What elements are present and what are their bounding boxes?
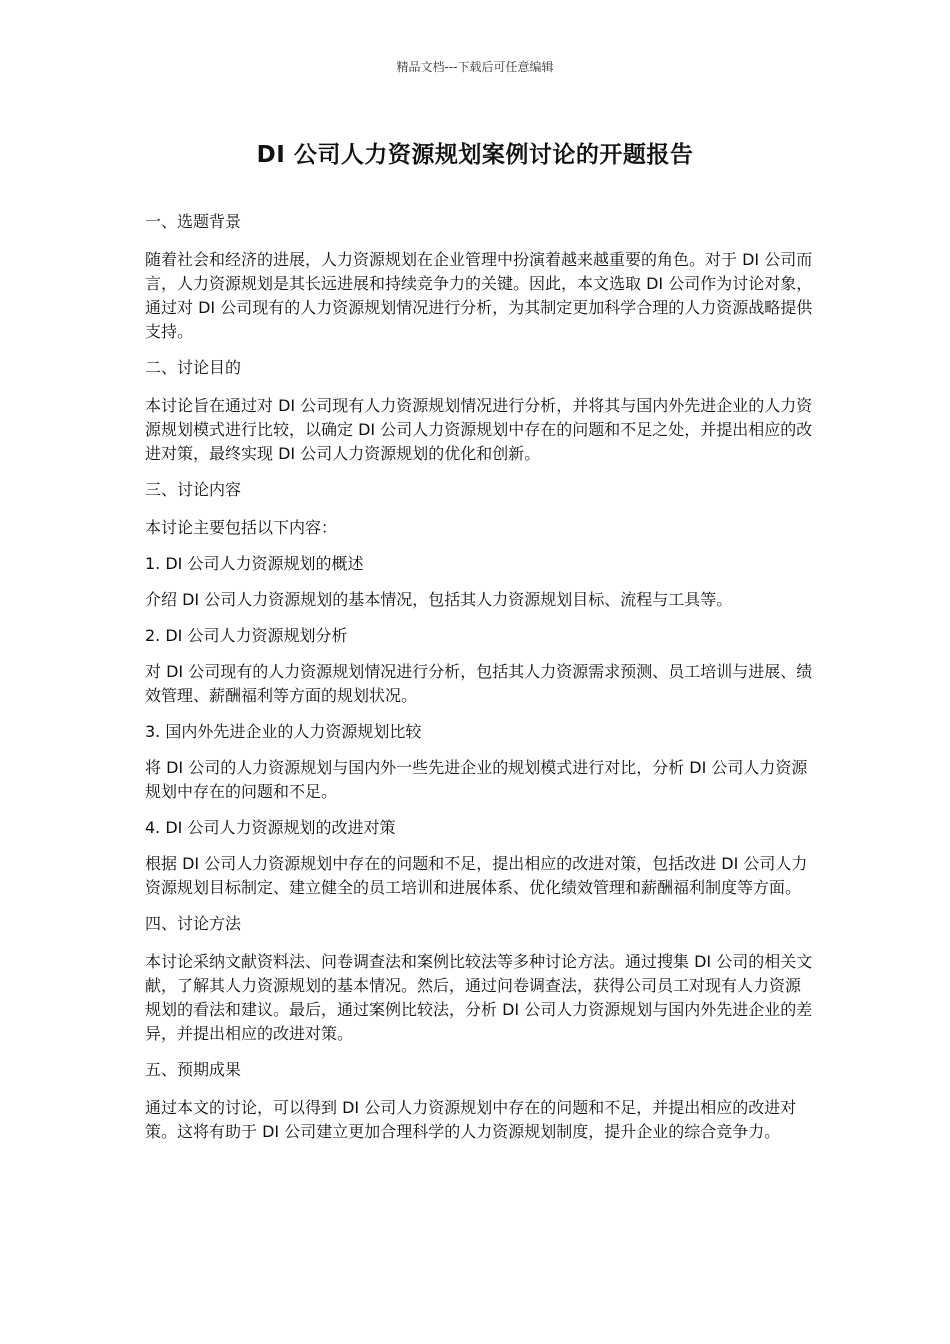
list-item-title-1: 1. DI 公司人力资源规划的概述: [145, 554, 364, 573]
document-body: [145, 210, 813, 1156]
section-intro-content: 本讨论主要包括以下内容：: [145, 518, 338, 537]
section-body-method: 本讨论采纳文献资料法、问卷调查法和案例比较法等多种讨论方法。通过搜集 DI 公司的相关文献，了解其人力资源规划的基本情况。然后，通过问卷调查法，获得公司员工对现有人力资源规划的看法和建议。最后，通过案例比较法，分析 DI 公司人力资源规划与国内外先进企业的差异，并提出相应的改进对策。: [145, 952, 813, 1043]
section-body-purpose: 本讨论旨在通过对 DI 公司现有人力资源规划情况进行分析，并将其与国内外先进企业的人力资源规划模式进行比较，以确定 DI 公司人力资源规划中存在的问题和不足之处，并提出相应的改进对策，最终实现 DI 公司人力资源规划的优化和创新。: [145, 396, 813, 463]
list-item-body-4: 根据 DI 公司人力资源规划中存在的问题和不足，提出相应的改进对策，包括改进 DI 公司人力资源规划目标制定、建立健全的员工培训和进展体系、优化绩效管理和薪酬福利制度等方面。: [145, 854, 808, 897]
list-item-body-3: 将 DI 公司的人力资源规划与国内外一些先进企业的规划模式进行对比，分析 DI 公司人力资源规划中存在的问题和不足。: [145, 758, 808, 801]
list-item-title-4: 4. DI 公司人力资源规划的改进对策: [145, 818, 396, 837]
section-body-outcome: 通过本文的讨论，可以得到 DI 公司人力资源规划中存在的问题和不足，并提出相应的改进对策。这将有助于 DI 公司建立更加合理科学的人力资源规划制度，提升企业的综合竞争力。: [145, 1098, 797, 1141]
section-heading-purpose: 二、讨论目的: [145, 358, 242, 377]
list-item-title-3: 3. 国内外先进企业的人力资源规划比较: [145, 722, 422, 741]
list-item-body-2: 对 DI 公司现有的人力资源规划情况进行分析，包括其人力资源需求预测、员工培训与进展、绩效管理、薪酬福利等方面的规划状况。: [145, 662, 813, 705]
section-heading-method: 四、讨论方法: [145, 914, 242, 933]
page-header: 精品文档---下载后可任意编辑: [396, 60, 554, 74]
section-heading-background: 一、选题背景: [145, 212, 242, 231]
section-heading-outcome: 五、预期成果: [145, 1060, 242, 1079]
section-heading-content: 三、讨论内容: [145, 480, 242, 499]
list-item-body-1: 介绍 DI 公司人力资源规划的基本情况，包括其人力资源规划目标、流程与工具等。: [145, 590, 733, 609]
section-body-background: 随着社会和经济的进展，人力资源规划在企业管理中扮演着越来越重要的角色。对于 DI 公司而言，人力资源规划是其长远进展和持续竞争力的关键。因此，本文选取 DI 公司作为讨论对象，通过对 DI 公司现有的人力资源规划情况进行分析，为其制定更加科学合理的人力资源战略提供支持。: [145, 250, 813, 341]
document-title: DI 公司人力资源规划案例讨论的开题报告: [256, 142, 694, 168]
list-item-title-2: 2. DI 公司人力资源规划分析: [145, 626, 348, 645]
